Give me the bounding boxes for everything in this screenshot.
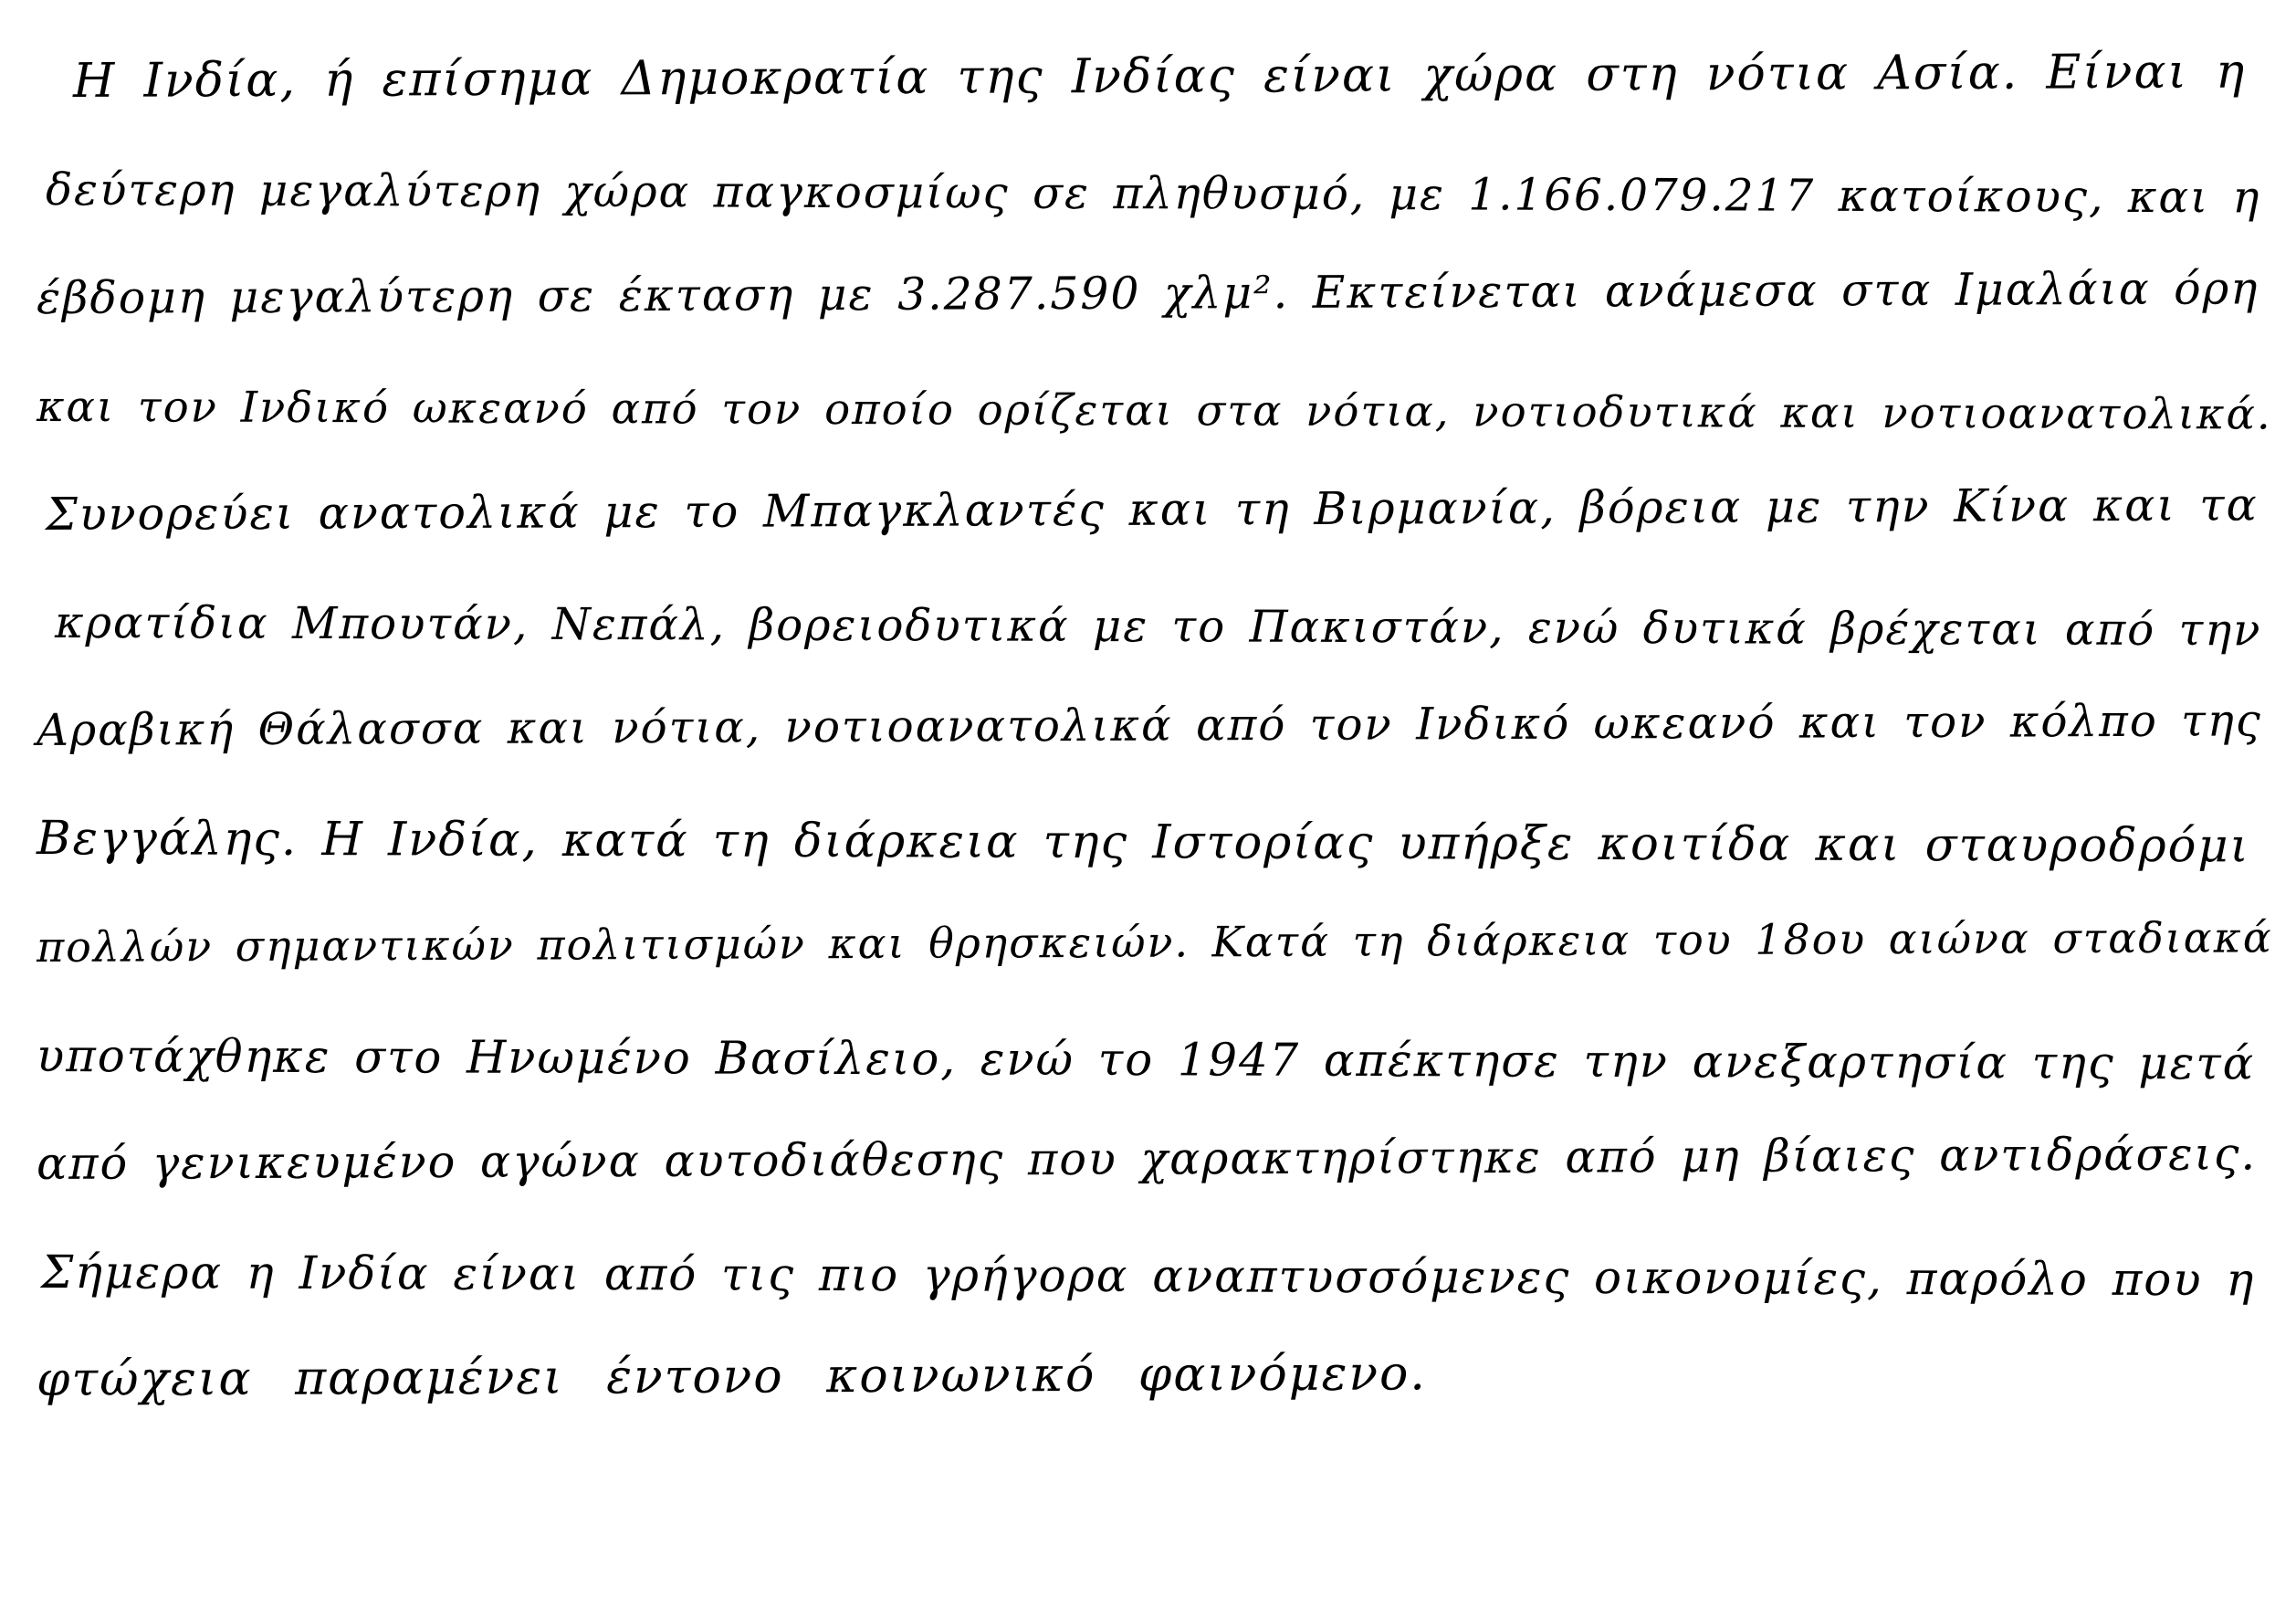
text-line-10-content: υποτάχθηκε στο Ηνωμένο Βασίλειο, ενώ το 1947 απέκτησε την ανεξαρτησία της μετά — [36, 1028, 2256, 1090]
text-line-3 — [36, 244, 2259, 352]
handwritten-text-body — [36, 27, 2273, 1435]
text-line-13 — [37, 1326, 2255, 1435]
text-line-4-content: και τον Ινδικό ωκεανό από τον οποίο ορίζεται στα νότια, νοτιοδυτικά και νοτιοανατολικά. — [36, 381, 2272, 439]
text-line-9 — [36, 893, 2273, 1002]
text-line-10 — [37, 1002, 2255, 1110]
text-line-9-content: πολλών σημαντικών πολιτισμών και θρησκειών. Κατά τη διάρκεια του 18ου αιώνα σταδιακά — [36, 912, 2273, 973]
text-line-1-content: Η Ινδία, ή επίσημα Δημοκρατία της Ινδίας είναι χώρα στη νότια Ασία. Είναι η — [72, 44, 2247, 110]
text-line-8-content: Βεγγάλης. Η Ινδία, κατά τη διάρκεια της Ιστορίας υπήρξε κοιτίδα και σταυροδρόμι — [36, 812, 2250, 874]
text-line-11 — [36, 1109, 2258, 1218]
text-line-2-content: δεύτερη μεγαλύτερη χώρα παγκοσμίως σε πληθυσμό, με 1.166.079.217 κατοίκους, και η — [45, 163, 2261, 224]
text-line-13-content: φτώχεια παραμένει έντονο κοινωνικό φαινόμενο. — [36, 1346, 1428, 1408]
text-line-12 — [37, 1218, 2255, 1327]
text-line-3-content: έβδομη μεγαλύτερη σε έκταση με 3.287.590 χλμ². Εκτείνεται ανάμεσα στα Ιμαλάια όρη — [36, 262, 2259, 324]
text-line-7-content: Αραβική Θάλασσα και νότια, νοτιοανατολικά από τον Ινδικό ωκεανό και τον κόλπο της — [36, 695, 2263, 757]
text-line-6-content: κρατίδια Μπουτάν, Νεπάλ, βορειοδυτικά με το Πακιστάν, ενώ δυτικά βρέχεται από την — [54, 596, 2262, 657]
text-line-1 — [37, 27, 2255, 136]
text-line-5 — [37, 460, 2259, 569]
text-line-8 — [37, 785, 2255, 894]
text-line-7 — [36, 677, 2263, 785]
text-line-11-content: από γενικευμένο αγώνα αυτοδιάθεσης που χαρακτηρίστηκε από μη βίαιες αντιδράσεις. — [36, 1127, 2258, 1191]
text-line-6 — [37, 569, 2262, 678]
text-line-2 — [37, 136, 2261, 245]
text-line-4 — [36, 352, 2272, 461]
text-line-12-content: Σήμερα η Ινδία είναι από τις πιο γρήγορα αναπτυσσόμενες οικονομίες, παρόλο που η — [40, 1245, 2256, 1307]
text-line-5-content: Συνορεύει ανατολικά με το Μπαγκλαντές και τη Βιρμανία, βόρεια με την Κίνα και τα — [45, 478, 2259, 542]
